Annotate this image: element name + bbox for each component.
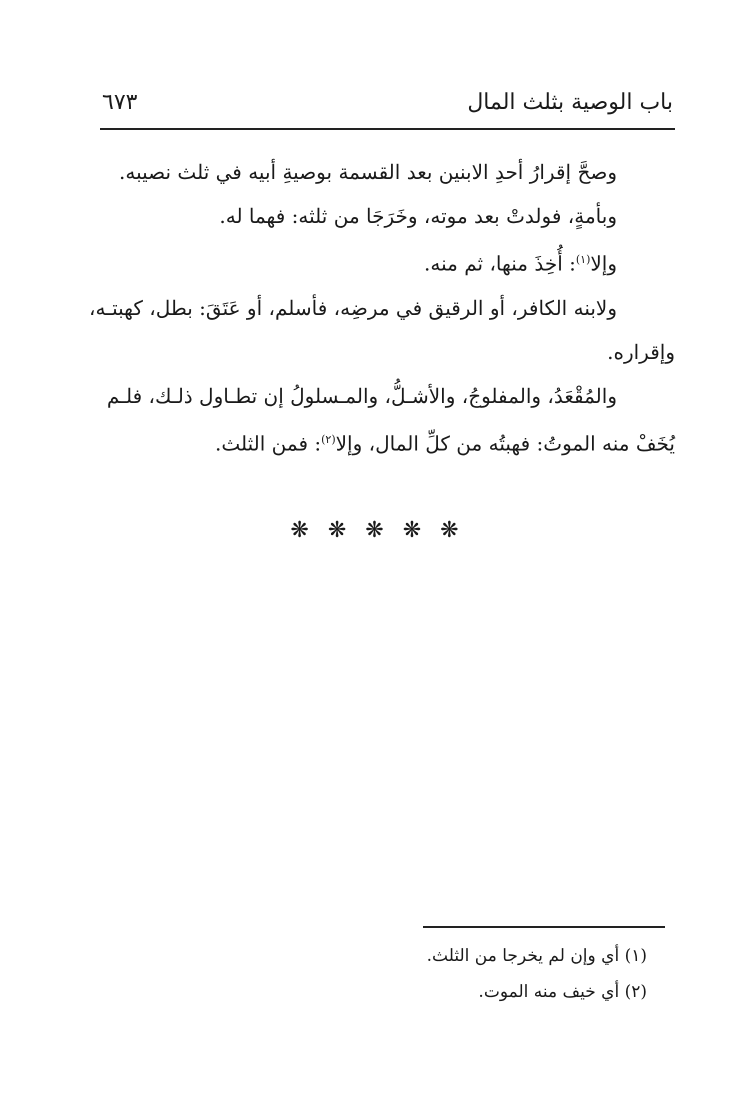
text-line-content: : فمن الثلث. — [215, 431, 322, 456]
text-line — [89, 286, 675, 330]
footnote-marker: (٢) — [321, 432, 336, 446]
text-line-content: : أُخِذَ منها، ثم منه. — [424, 251, 576, 276]
footnote-divider — [423, 926, 665, 928]
footnote-item: (٢) أي خيف منه الموت. — [478, 982, 647, 1002]
section-separator: ❋ ❋ ❋ ❋ ❋ — [290, 518, 465, 543]
text-line-content: وصحَّ إقرارُ أحدِ الابنين بعد القسمة بوصيةِ أبيه في ثلث نصيبه. — [119, 160, 617, 184]
text-line-content: وإلا — [590, 251, 617, 276]
footnotes — [427, 938, 647, 1010]
text-line-content: والمُقْعَدُ، والمفلوجُ، والأشـلُّ، والمـسلولُ إن تطـاول ذلـك، فلـم — [106, 383, 617, 408]
text-line-content: وبأمةٍ، فولدتْ بعد موته، وخَرَجَا من ثلثه: فهما له. — [219, 204, 617, 228]
footnote-item: (١) أي وإن لم يخرجا من الثلث. — [426, 946, 647, 966]
text-line — [100, 150, 675, 194]
text-line — [100, 374, 675, 418]
page-number: ٦٧٣ — [102, 90, 138, 115]
text-line — [100, 238, 675, 286]
header-divider — [100, 128, 675, 130]
footnote-marker: (١) — [575, 253, 591, 266]
text-line — [100, 194, 675, 238]
text-line — [100, 418, 675, 466]
text-line-content: ولابنه الكافر، أو الرقيق في مرضِه، فأسلم، أو عَتَقَ: بطل، كهبتـه، — [89, 295, 617, 320]
chapter-title: باب الوصية بثلث المال — [467, 90, 673, 115]
text-line — [100, 330, 675, 374]
text-line-content: يُخَفْ منه الموتُ: فهبتُه من كلِّ المال، وإلا — [335, 431, 675, 456]
page-header — [100, 86, 675, 126]
text-line-content: وإقراره. — [607, 339, 675, 364]
main-text — [89, 150, 675, 465]
